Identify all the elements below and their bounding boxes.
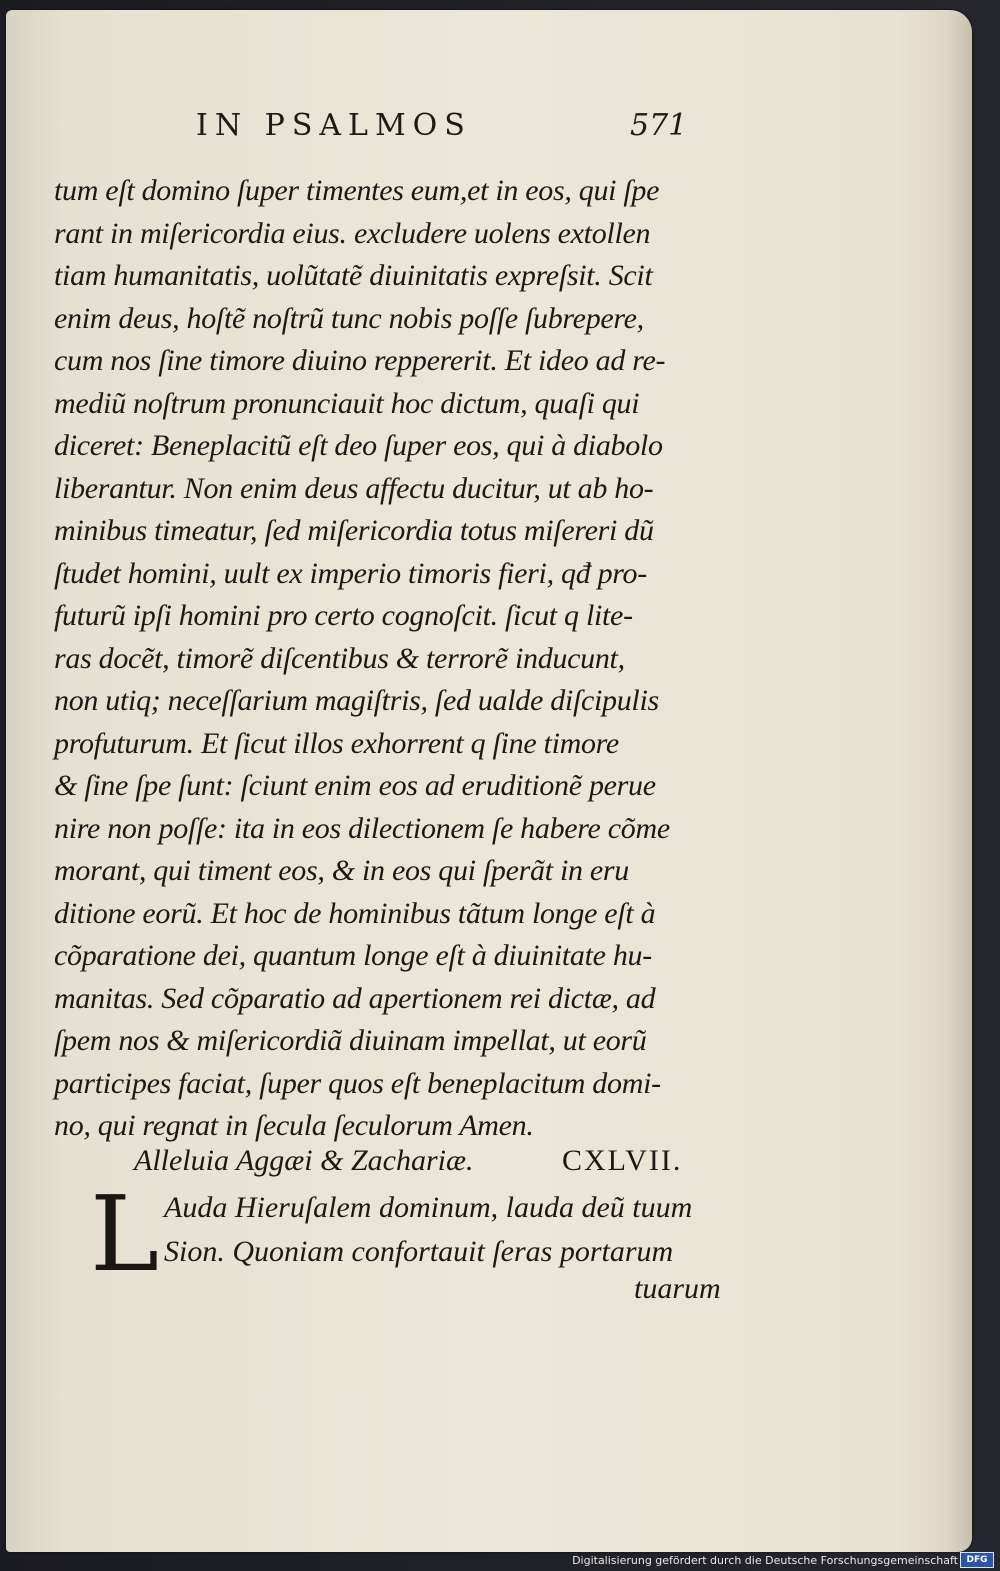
text-line: profuturum. Et ſicut illos exhorrent q ſine timore xyxy=(54,726,619,760)
psalm-line: Auda Hieruſalem dominum, lauda deũ tuum xyxy=(164,1191,693,1224)
running-head: IN PSALMOS xyxy=(196,108,472,143)
text-line: cum nos ſine timore diuino reppererit. Et ideo ad re- xyxy=(54,344,666,377)
catchword: tuarum xyxy=(634,1272,721,1305)
text-line: ras docẽt, timorẽ diſcentibus & terrorẽ inducunt, xyxy=(54,641,625,675)
text-line: mediũ noſtrum pronunciauit hoc dictum, quaſi qui xyxy=(54,386,640,420)
text-line: tiam humanitatis, uolũtatẽ diuinitatis expreſsit. Scit xyxy=(54,259,653,292)
digitization-credit: Digitalisierung gefördert durch die Deutsche Forschungsgemeinschaft xyxy=(572,1554,958,1567)
text-line: no, qui regnat in ſecula ſeculorum Amen. xyxy=(54,1109,534,1142)
text-line: diceret: Beneplacitũ eſt deo ſuper eos, qui à diabolo xyxy=(54,429,663,462)
psalm-title: Alleluia Aggæi & Zachariæ. xyxy=(134,1144,474,1177)
text-line: rant in miſericordia eius. excludere uolens extollen xyxy=(54,216,651,250)
text-line: tum eſt domino ſuper timentes eum,et in eos, qui ſpe xyxy=(54,174,660,207)
body-text xyxy=(54,170,734,1148)
dfg-logo-icon: DFG xyxy=(960,1552,994,1568)
psalm-line: Sion. Quoniam confortauit ſeras portarum xyxy=(164,1235,674,1268)
text-line: ſtudet homini, uult ex imperio timoris fieri, qđ pro- xyxy=(54,556,647,590)
text-line: cõparatione dei, quantum longe eſt à diuinitate hu- xyxy=(54,939,652,972)
text-line: minibus timeatur, ſed miſericordia totus miſereri dũ xyxy=(54,514,654,547)
book-page xyxy=(6,10,972,1552)
text-line: participes faciat, ſuper quos eſt beneplacitum domi- xyxy=(54,1066,661,1100)
text-line: ditione eorũ. Et hoc de hominibus tãtum longe eſt à xyxy=(54,896,656,930)
text-line: ſpem nos & miſericordiã diuinam impellat, ut eorũ xyxy=(54,1024,647,1057)
text-line: manitas. Sed cõparatio ad apertionem rei dictæ, ad xyxy=(54,981,656,1015)
text-line: liberantur. Non enim deus affectu ducitur, ut ab ho- xyxy=(54,471,654,505)
psalm-text xyxy=(164,1186,734,1274)
drop-cap-initial: L xyxy=(90,1173,160,1295)
page-number: 571 xyxy=(630,108,688,143)
psalm-number: CXLVII. xyxy=(562,1144,683,1177)
psalm-heading xyxy=(134,1144,754,1178)
text-line: & ſine ſpe ſunt: ſciunt enim eos ad eruditionẽ perue xyxy=(54,769,656,802)
text-line: nire non poſſe: ita in eos dilectionem ſe habere cõme xyxy=(54,811,670,845)
text-line: futurũ ipſi homini pro certo cognoſcit. ſicut q lite- xyxy=(54,599,633,632)
text-line: non utiq; neceſſarium magiſtris, ſed ualde diſcipulis xyxy=(54,684,659,717)
text-line: morant, qui timent eos, & in eos qui ſperãt in eru xyxy=(54,854,629,887)
text-line: enim deus, hoſtẽ noſtrũ tunc nobis poſſe ſubrepere, xyxy=(54,301,644,335)
